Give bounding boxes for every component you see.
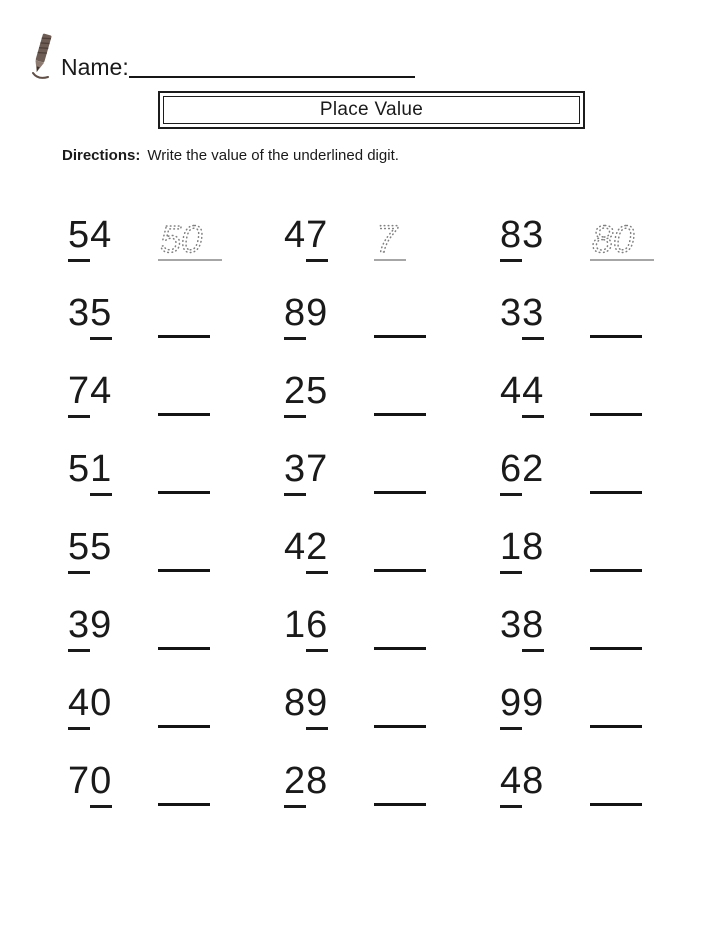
problem-cell <box>284 446 500 488</box>
problem-number <box>500 450 544 488</box>
digit-underlined: 5 <box>90 292 112 340</box>
problem-number <box>284 684 328 722</box>
answer-blank[interactable] <box>158 647 210 650</box>
traced-answer-text: 50 <box>160 219 203 259</box>
digit-underlined: 8 <box>284 292 306 340</box>
digit-plain: 9 <box>90 604 113 646</box>
problem-cell <box>500 290 716 332</box>
pencil-icon <box>30 32 57 82</box>
name-blank-line[interactable] <box>129 76 415 78</box>
problem-cell <box>68 758 284 800</box>
answer-blank[interactable] <box>374 569 426 572</box>
answer-blank[interactable] <box>374 491 426 494</box>
problem-cell <box>68 212 284 259</box>
digit-underlined: 9 <box>500 682 522 730</box>
digit-underlined: 1 <box>500 526 522 574</box>
title-box <box>158 91 585 129</box>
digit-underlined: 4 <box>68 682 90 730</box>
answer-area <box>374 217 406 259</box>
problem-cell <box>284 758 500 800</box>
answer-blank[interactable] <box>590 569 642 572</box>
problem-cell <box>68 602 284 644</box>
answer-area <box>158 217 222 259</box>
digit-underlined: 2 <box>306 526 328 574</box>
problem-number <box>500 216 544 254</box>
directions-label: Directions: <box>62 147 141 164</box>
page-title: Place Value <box>319 99 424 120</box>
name-label: Name: <box>61 54 129 80</box>
name-row <box>30 32 415 82</box>
answer-blank[interactable] <box>158 569 210 572</box>
problem-cell <box>68 680 284 722</box>
digit-underlined: 6 <box>500 448 522 496</box>
digit-underlined: 4 <box>522 370 544 418</box>
title-inner-border <box>163 96 580 124</box>
traced-digits-canvas <box>374 217 406 259</box>
problem-cell <box>500 446 716 488</box>
problem-number <box>68 216 112 254</box>
digit-plain: 7 <box>68 760 91 802</box>
problem-cell <box>500 212 716 259</box>
digit-plain: 3 <box>68 292 91 334</box>
problem-cell <box>284 602 500 644</box>
digit-plain: 3 <box>522 214 545 256</box>
answer-blank[interactable] <box>590 725 642 728</box>
problem-number <box>284 372 328 410</box>
answer-blank[interactable] <box>158 335 210 338</box>
problem-cell <box>68 524 284 566</box>
digit-underlined: 2 <box>284 760 306 808</box>
problem-cell <box>500 602 716 644</box>
problem-cell <box>500 524 716 566</box>
answer-blank[interactable] <box>374 335 426 338</box>
digit-underlined: 0 <box>90 760 112 808</box>
problem-cell <box>68 446 284 488</box>
answer-blank[interactable] <box>590 491 642 494</box>
problem-number <box>284 762 328 800</box>
problem-number <box>500 372 544 410</box>
answer-blank[interactable] <box>590 647 642 650</box>
directions-text: Write the value of the underlined digit. <box>147 147 399 164</box>
problem-number <box>500 684 544 722</box>
digit-plain: 4 <box>90 370 113 412</box>
digit-plain: 8 <box>306 760 329 802</box>
digit-plain: 2 <box>522 448 545 490</box>
problem-number <box>68 762 112 800</box>
problem-number <box>500 606 544 644</box>
digit-plain: 1 <box>284 604 307 646</box>
problem-cell <box>500 368 716 410</box>
problem-cell <box>68 368 284 410</box>
traced-digits-canvas <box>158 217 222 259</box>
problem-number <box>68 606 112 644</box>
problem-number <box>500 528 544 566</box>
digit-underlined: 7 <box>306 214 328 262</box>
digit-underlined: 5 <box>68 214 90 262</box>
digit-plain: 0 <box>90 682 113 724</box>
answer-blank[interactable] <box>374 803 426 806</box>
digit-plain: 4 <box>284 214 307 256</box>
digit-plain: 8 <box>522 760 545 802</box>
digit-plain: 5 <box>306 370 329 412</box>
digit-plain: 3 <box>500 604 523 646</box>
problems-grid <box>68 212 716 800</box>
problem-number <box>500 294 544 332</box>
digit-underlined: 8 <box>522 604 544 652</box>
digit-plain: 4 <box>90 214 113 256</box>
problem-cell <box>284 368 500 410</box>
digit-underlined: 3 <box>522 292 544 340</box>
problem-number <box>68 528 112 566</box>
digit-plain: 8 <box>284 682 307 724</box>
digit-underlined: 2 <box>284 370 306 418</box>
answer-blank[interactable] <box>158 803 210 806</box>
digit-plain: 4 <box>284 526 307 568</box>
digit-underlined: 3 <box>68 604 90 652</box>
answer-blank[interactable] <box>590 413 642 416</box>
digit-underlined: 8 <box>500 214 522 262</box>
problem-cell <box>68 290 284 332</box>
traced-answer-text: 80 <box>592 219 635 259</box>
problem-number <box>284 450 328 488</box>
problem-cell <box>500 758 716 800</box>
problem-number <box>284 216 328 254</box>
problem-number <box>68 450 112 488</box>
digit-plain: 5 <box>90 526 113 568</box>
problem-cell <box>284 290 500 332</box>
digit-plain: 3 <box>500 292 523 334</box>
problem-number <box>284 528 328 566</box>
traced-answer <box>158 217 222 261</box>
problem-number <box>284 606 328 644</box>
answer-blank[interactable] <box>374 413 426 416</box>
problem-number <box>68 294 112 332</box>
digit-underlined: 1 <box>90 448 112 496</box>
answer-blank[interactable] <box>590 803 642 806</box>
problem-number <box>500 762 544 800</box>
directions <box>62 147 399 165</box>
problem-number <box>284 294 328 332</box>
digit-plain: 9 <box>522 682 545 724</box>
answer-blank[interactable] <box>374 725 426 728</box>
digit-underlined: 6 <box>306 604 328 652</box>
problem-number <box>68 372 112 410</box>
digit-plain: 4 <box>500 370 523 412</box>
traced-answer-text: 7 <box>376 219 398 259</box>
problem-cell <box>284 212 500 259</box>
traced-answer <box>590 217 654 261</box>
answer-blank[interactable] <box>590 335 642 338</box>
digit-plain: 8 <box>522 526 545 568</box>
digit-underlined: 9 <box>306 682 328 730</box>
traced-digits-canvas <box>590 217 654 259</box>
answer-area <box>590 217 654 259</box>
digit-underlined: 3 <box>284 448 306 496</box>
problem-cell <box>284 680 500 722</box>
digit-plain: 7 <box>306 448 329 490</box>
answer-blank[interactable] <box>374 647 426 650</box>
answer-blank[interactable] <box>158 725 210 728</box>
digit-plain: 9 <box>306 292 329 334</box>
problem-number <box>68 684 112 722</box>
digit-underlined: 5 <box>68 526 90 574</box>
digit-plain: 5 <box>68 448 91 490</box>
problem-cell <box>500 680 716 722</box>
answer-blank[interactable] <box>158 413 210 416</box>
problem-cell <box>284 524 500 566</box>
digit-underlined: 4 <box>500 760 522 808</box>
traced-answer <box>374 217 406 261</box>
answer-blank[interactable] <box>158 491 210 494</box>
digit-underlined: 7 <box>68 370 90 418</box>
